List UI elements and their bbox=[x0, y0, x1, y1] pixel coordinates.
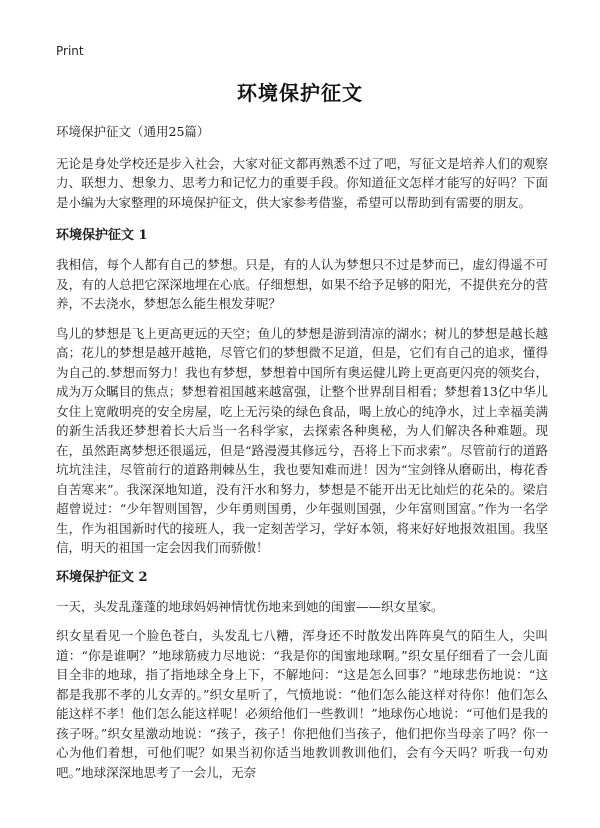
intro-paragraph: 无论是身处学校还是步入社会，大家对征文都再熟悉不过了吧，写征文是培养人们的观察力、联想力、想象力、思考力和记忆力的重要手段。你知道征文怎样才能写的好吗？下面是小编为大家整理的环境保护征文，供大家参考借鉴，希望可以帮助到有需要的朋友。 bbox=[56, 155, 548, 210]
section-paragraph: 织女星看见一个脸色苍白，头发乱七八糟，浑身还不时散发出阵阵臭气的陌生人，尖叫道：“你是谁啊？”地球筋疲力尽地说：“我是你的闺蜜地球啊。”织女星仔细看了一会儿面目全非的地球，指了指地球全身上下，不解地问：“这是怎么回事？”地球悲伤地说：“这都是我那不孝的儿女弄的。”织女星听了，气愤地说：“他们怎么能这样对待你！他们怎么能这样不孝！他们怎么能这样呢！必须给他们一些教训！”地球伤心地说：“可他们是我的孩子呀。”织女星激动地说：“孩子，孩子！你把他们当孩子，他们把你当母亲了吗？你一心为他们着想，可他们呢？如果当初你适当地教训教训他们，会有今天吗？听我一句劝吧。”地球深深地思考了一会儿，无奈 bbox=[56, 628, 548, 780]
page-title: 环境保护征文 bbox=[237, 81, 363, 105]
print-label: Print bbox=[56, 44, 84, 58]
essay-section-2 bbox=[56, 568, 548, 783]
document-subtitle: 环境保护征文（通用25篇） bbox=[56, 124, 210, 139]
section-paragraph: 一天，头发乱蓬蓬的地球妈妈神情忧伤地来到她的闺蜜——织女星家。 bbox=[56, 598, 444, 614]
section-paragraph: 鸟儿的梦想是飞上更高更远的天空；鱼儿的梦想是游到清凉的湖水；树儿的梦想是越长越高；花儿的梦想是越开越艳，尽管它们的梦想微不足道，但是，它们有自己的追求，懂得为自己的.梦想而努力！我也有梦想，梦想着中国所有奥运健儿跨上更高更闪亮的领奖台，成为万众瞩目的焦点；梦想着祖国越来越富强，让整个世界刮目相看；梦想着13亿中华儿女住上宽敞明亮的安全房屋，吃上无污染的绿色食品，喝上放心的纯净水，过上幸福美满的新生活我还梦想着长大后当一名科学家，去探索各种奥秘，为人们解决各种难题。现在，虽然距离梦想还很遥远，但是“路漫漫其修远兮，吾将上下而求索”。尽管前行的道路坑坑洼洼，尽管前行的道路荆棘丛生，我也要知难而进！因为“宝剑锋从磨砺出，梅花香自苦寒来”。我深深地知道，没有汗水和努力，梦想是不能开出无比灿烂的花朵的。梁启超曾说过：“少年智则国智，少年勇则国勇，少年强则国强，少年富则国富。”作为一名学生，作为祖国新时代的接班人，我一定刻苦学习，学好本领，将来好好地报效祖国。我坚信，明天的祖国一定会因我们而骄傲！ bbox=[56, 325, 548, 555]
section-paragraph: 我相信，每个人都有自己的梦想。只是，有的人认为梦想只不过是梦而已，虚幻得遥不可及，有的人总把它深深地埋在心底。仔细想想，如果不给予足够的阳光，不提供充分的营养，不去浇水，梦想怎么能生根发芽呢？ bbox=[56, 257, 548, 311]
section-heading: 环境保护征文 2 bbox=[56, 569, 148, 585]
document-body bbox=[56, 122, 548, 792]
section-heading: 环境保护征文 1 bbox=[56, 228, 148, 243]
essay-section-1 bbox=[56, 226, 548, 558]
